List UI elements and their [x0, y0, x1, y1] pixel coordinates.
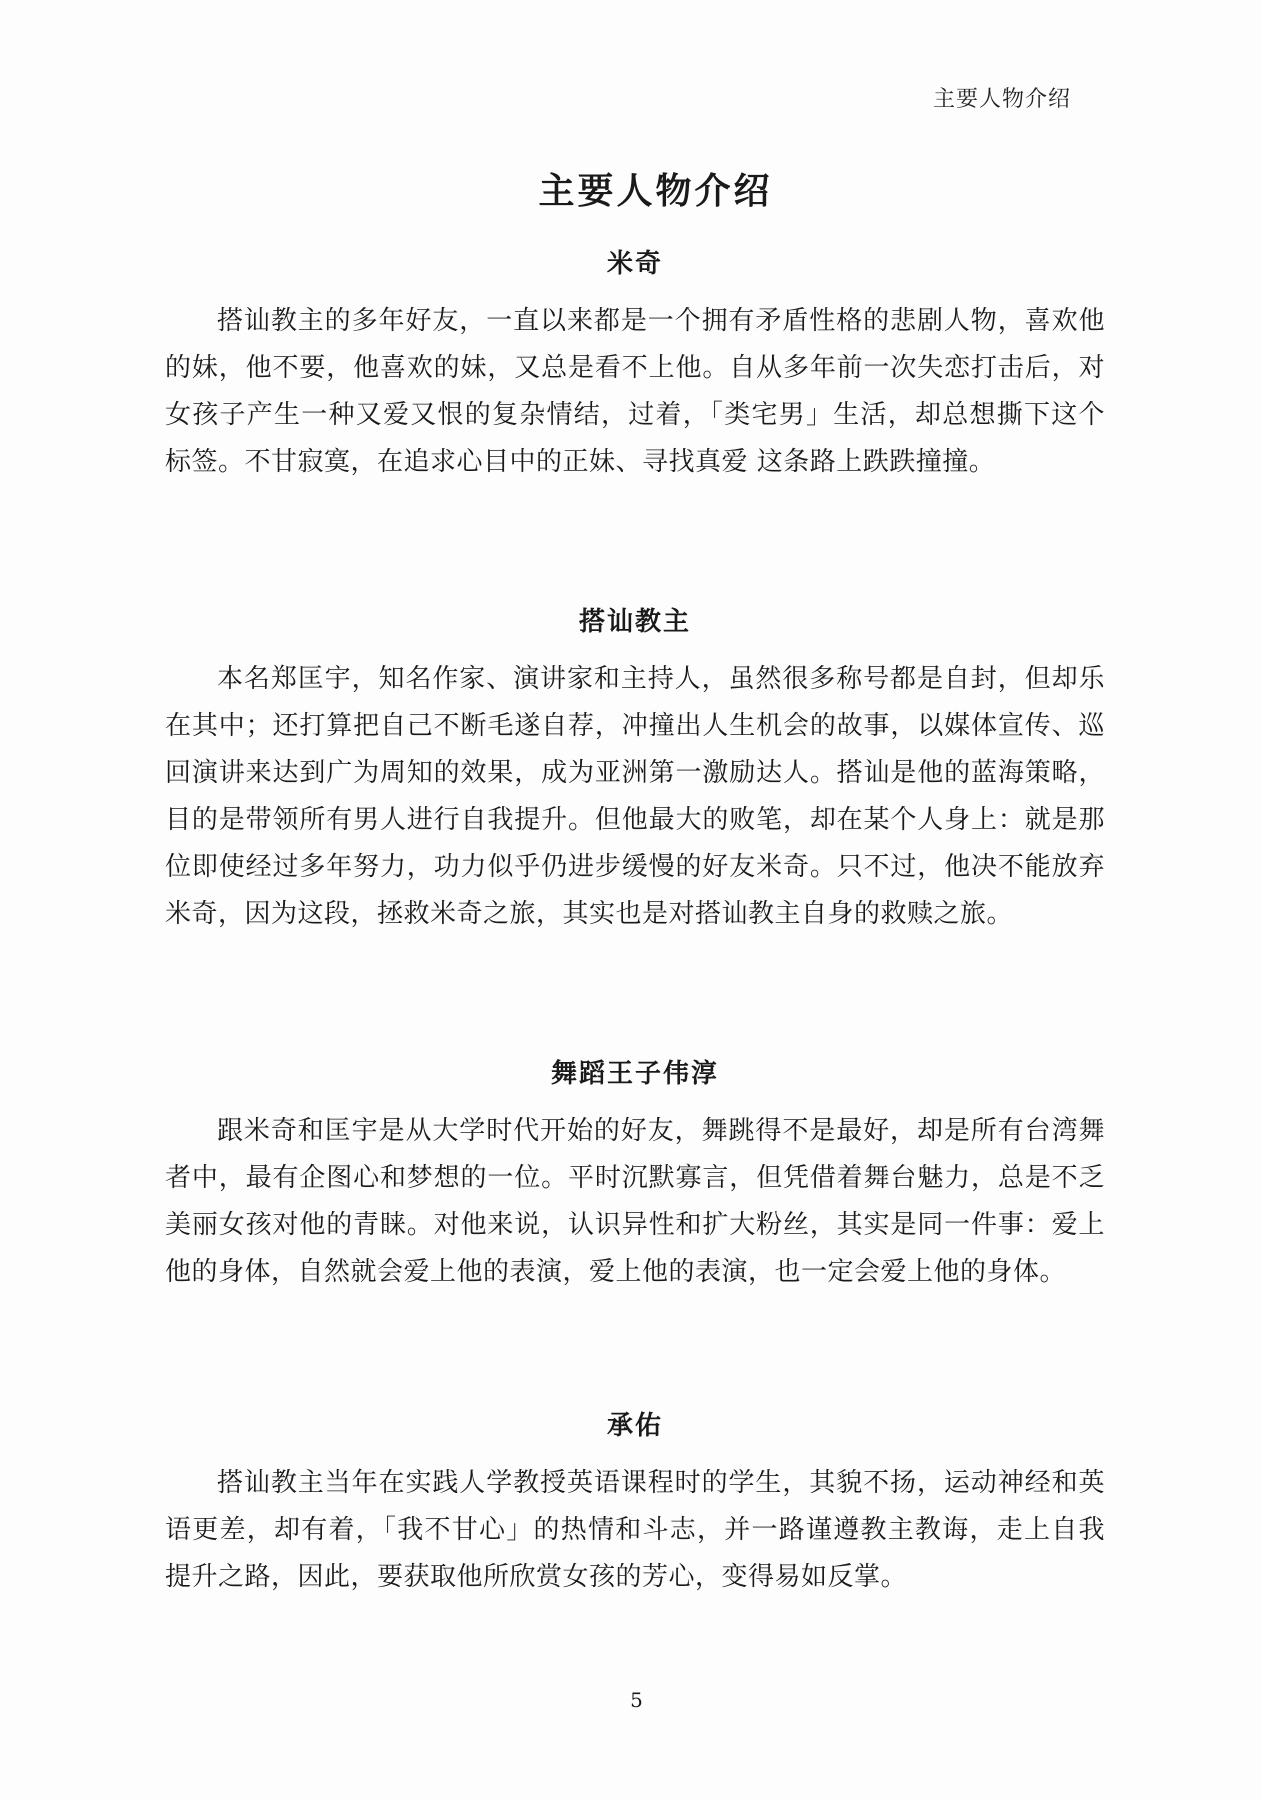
character-description: 搭讪教主当年在实践人学教授英语课程时的学生，其貌不扬，运动神经和英语更差，却有着，「我不甘心」的热情和斗志，并一路谨遵教主教诲，走上自我提升之路，因此，要获取他所欣赏女孩的芳心，变得易如反掌。 — [165, 1468, 1105, 1592]
character-description: 本名郑匡宇，知名作家、演讲家和主持人，虽然很多称号都是自封，但却乐在其中；还打算把自己不断毛遂自荐，冲撞出人生机会的故事，以媒体宣传、巡回演讲来达到广为周知的效果，成为亚洲第一激励达人。搭讪是他的蓝海策略，目的是带领所有男人进行自我提升。但他最大的败笔，却在某个人身上：就是那位即使经过多年努力，功力似乎仍进步缓慢的好友米奇。只不过，他决不能放弃米奇，因为这段，拯救米奇之旅，其实也是对搭讪教主自身的救赎之旅。 — [165, 664, 1105, 929]
running-header: 主要人物介绍 — [932, 87, 1071, 112]
page-title: 主要人物介绍 — [538, 170, 773, 212]
page-number: 5 — [630, 1688, 643, 1712]
character-description: 跟米奇和匡宇是从大学时代开始的好友，舞跳得不是最好，却是所有台湾舞者中，最有企图心和梦想的一位。平时沉默寡言，但凭借着舞台魅力，总是不乏美丽女孩对他的青睐。对他来说，认识异性和扩大粉丝，其实是同一件事：爱上他的身体，自然就会爱上他的表演，爱上他的表演，也一定会爱上他的身体。 — [165, 1116, 1105, 1287]
character-name: 搭讪教主 — [578, 607, 691, 637]
character-name: 承佑 — [606, 1411, 663, 1441]
character-name: 米奇 — [606, 249, 663, 279]
character-section-pickup-master — [165, 602, 1105, 938]
character-name: 舞蹈王子伟淳 — [550, 1059, 719, 1089]
character-description: 搭讪教主的多年好友，一直以来都是一个拥有矛盾性格的悲剧人物，喜欢他的妹，他不要，他喜欢的妹，又总是看不上他。自从多年前一次失恋打击后，对女孩子产生一种又爱又恨的复杂情结，过着，「类宅男」生活，却总想撕下这个标签。不甘寂寞，在追求心目中的正妹、寻找真爱 这条路上跌跌撞撞。 — [165, 306, 1105, 477]
character-section-mickey — [165, 244, 1105, 486]
character-section-dance-prince — [165, 1054, 1105, 1296]
character-section-chengyou — [165, 1406, 1105, 1601]
